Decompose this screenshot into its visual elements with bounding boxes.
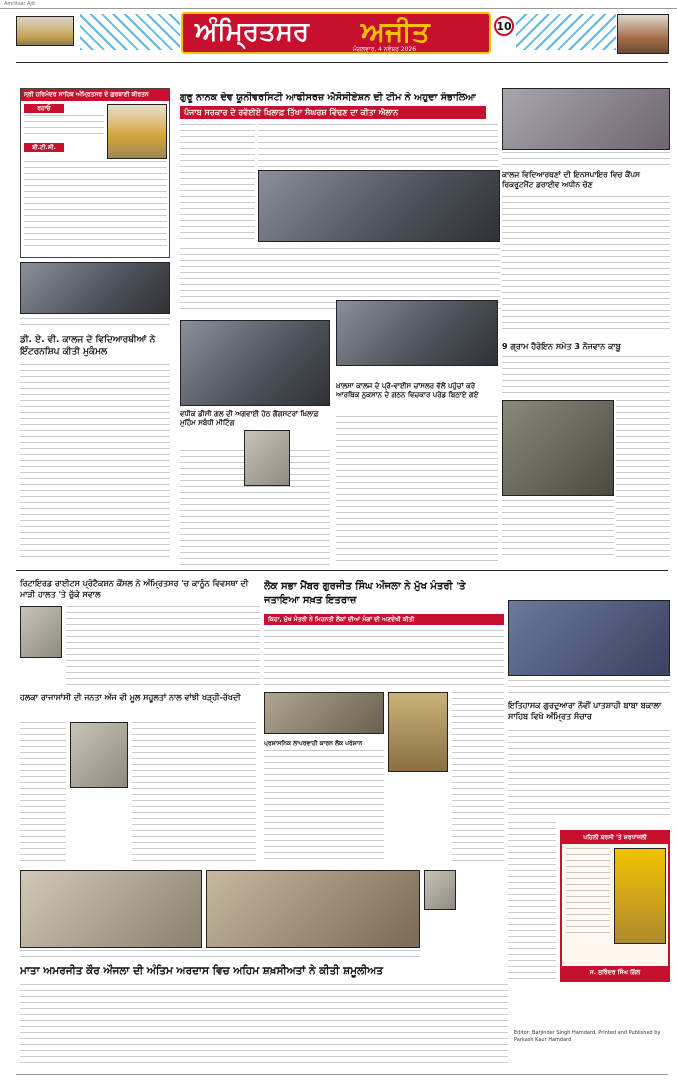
memorial-ad: [560, 830, 670, 982]
halka-subhead: [264, 740, 384, 748]
halka-headline: [20, 692, 256, 718]
masthead-band: [181, 12, 491, 54]
photo-police-arrest: [502, 400, 614, 496]
photo-dav-group: [20, 262, 170, 314]
ad-title: [562, 832, 668, 844]
halka-headline-text: ਹਲਕਾ ਰਾਜਾਸਾਂਸੀ ਦੀ ਜਨਤਾ ਅੱਜ ਵੀ ਮੂਲ ਸਹੂਲਤਾਂ ਨਾਲ ਵਾਂਝੀ ਖੜ੍ਹੀ-ਰੱਖਦੀ: [20, 693, 241, 702]
aujla-body: [264, 630, 504, 686]
retired-body: [66, 606, 260, 686]
ad-portrait: [614, 848, 666, 944]
photo-retired-portrait: [20, 606, 62, 658]
dav-headline-text: ਡੀ. ਏ. ਵੀ. ਕਾਲਜ ਦੇ ਵਿਦਿਆਰਥੀਆਂ ਨੇ ਇੰਟਰਨਸ਼ਿਪ ਕੀਤੀ ਮੁਕੰਮਲ: [20, 335, 156, 357]
page-number-badge: [494, 16, 514, 36]
dav-body: [20, 364, 170, 558]
masthead-pattern-right: [516, 14, 616, 50]
photo-prayer-left: [20, 870, 202, 948]
gndu-body-left: [180, 124, 255, 244]
darbar-title: [21, 89, 169, 101]
darbar-tag-1: [24, 104, 64, 113]
heroin-body-3: [502, 500, 614, 560]
ad-text: [566, 848, 610, 938]
golden-temple-photo: [16, 16, 74, 46]
photo-portrait-officer: [244, 430, 290, 486]
top-strip-text: Amritsar Ajit: [4, 1, 36, 7]
photo-khalsa-group: [336, 300, 498, 366]
masthead-pattern-left: [80, 14, 180, 50]
caption-prayer: [20, 950, 420, 960]
heroin-body-2: [616, 400, 670, 560]
baba-bakala-headline-text: ਇਤਿਹਾਸਕ ਗੁਰਦੁਆਰਾ ਨੌਵੀਂ ਪਾਤਸ਼ਾਹੀ ਬਾਬਾ ਬਕਾਲਾ ਸਾਹਿਬ ਵਿਖੇ ਅੰਮ੍ਰਿਤ ਸੰਚਾਰ: [508, 701, 662, 721]
dav-headline: [20, 334, 170, 360]
caption-dav: [20, 318, 170, 328]
aujla-subhead-text: ਕਿਹਾ, ਮੁੱਖ ਮੰਤਰੀ ਨੇ ਮਿਹਨਤੀ ਲੋਕਾਂ ਦੀਆਂ ਮੰਗਾਂ ਦੀ ਅਣਦੇਖੀ ਕੀਤੀ: [268, 616, 415, 623]
mata-headline: [20, 964, 508, 978]
aujla-side-body: [452, 692, 504, 864]
footer-imprint-text: Editor: Barjinder Singh Hamdard, Printed and Published by Parkash Kaur Hamdard: [514, 1030, 661, 1043]
caption-college: [502, 152, 670, 166]
bottom-rule: [16, 1074, 668, 1075]
masthead-left: ਅੰਮ੍ਰਿਤਸਰ: [195, 17, 310, 47]
heroin-headline-text: 9 ਗ੍ਰਾਮ ਹੈਰੋਇਨ ਸਮੇਤ 3 ਨੌਜਵਾਨ ਕਾਬੂ: [502, 342, 621, 351]
center-mid-body: [264, 750, 384, 864]
gndu-headline: [180, 92, 500, 103]
darbar-text-2: [24, 161, 167, 251]
college-body: [502, 196, 670, 332]
photo-halka-portrait: [70, 722, 128, 788]
photo-college-students: [502, 88, 670, 150]
page-number: 10: [496, 20, 512, 33]
darbar-tag-2-text: ਬੀ.ਟੀ.ਸੀ.: [32, 144, 56, 151]
darbar-box: [20, 88, 170, 258]
hat-headline-text: ਵਧੀਕ ਡੀਸੀ ਗਲ ਦੀ ਅਗਵਾਈ ਹੇਠ ਗੈਂਗਸਟਰਾਂ ਖ਼ਿਲਾਫ਼ ਮੁਹਿੰਮ ਸਬੰਧੀ ਮੀਟਿੰਗ: [180, 410, 319, 427]
baba-bakala-body: [508, 730, 670, 818]
darbar-tag-2: [24, 143, 64, 152]
college-headline: [502, 170, 670, 192]
ad-name-bar: [562, 966, 668, 980]
photo-gathering: [264, 692, 384, 734]
photo-small-portrait: [424, 870, 456, 910]
khalsa-headline: [336, 382, 498, 410]
khalsa-headline-text: ਖ਼ਾਲਸਾ ਕਾਲਜ ਦੇ ਪ੍ਰੋ-ਵਾਈਸ ਚਾਂਸਲਰ ਵੱਲੋਂ ਪਹੁੰਚਾਂ ਕਰੇ ਆਰਥਿਕ ਨੁਕਸਾਨ ਦੇ ਗਠਨ ਵਿਚਕਾਰ ਪਰੇਡ ਬਿਠਾਏ ਗਏ: [336, 382, 479, 399]
aujla-headline: [264, 580, 504, 610]
halka-body-1: [20, 722, 66, 864]
photo-meeting: [180, 320, 330, 406]
heroin-headline: [502, 342, 670, 352]
halka-subhead-text: ਪ੍ਰਸ਼ਾਸਨਿਕ ਲਾਪਰਵਾਹੀ ਕਾਰਨ ਲੋਕ ਪਰੇਸ਼ਾਨ: [264, 740, 363, 747]
photo-gndu-team: [258, 170, 500, 242]
photo-prayer-right: [206, 870, 420, 948]
gndu-subhead-text: ਪੰਜਾਬ ਸਰਕਾਰ ਦੇ ਰਵੱਈਏ ਖ਼ਿਲਾਫ਼ ਤਿੱਖਾ ਸੰਘਰਸ਼ ਵਿੱਢਣ ਦਾ ਕੀਤਾ ਐਲਾਨ: [184, 108, 399, 117]
darbar-text-1: [24, 115, 104, 139]
photo-protest-right: [508, 600, 670, 676]
darbar-title-text: ਸ੍ਰੀ ਹਰਿਮੰਦਰ ਸਾਹਿਬ ਅੰਮ੍ਰਿਤਸਰ ਦੇ ਗੁਰਬਾਣੀ ਕੀਰਤਨ: [24, 91, 149, 98]
halka-body-2: [132, 722, 256, 864]
baba-bakala-body-2: [508, 822, 556, 982]
mid-rule: [16, 570, 668, 571]
ad-title-text: ਪਹਿਲੀ ਬਰਸੀ 'ਤੇ ਸ਼ਰਧਾਂਜਲੀ: [583, 834, 647, 841]
ad-name: ਸ. ਸੁਰਿੰਦਰ ਸਿੰਘ ਗਿੱਲ: [589, 969, 641, 976]
top-strip: [0, 0, 677, 9]
caption-protest: [508, 680, 670, 694]
temple-photo-right: [617, 14, 669, 54]
khalsa-body: [336, 416, 498, 566]
mata-headline-text: ਮਾਤਾ ਅਮਰਜੀਤ ਕੌਰ ਔਜਲਾ ਦੀ ਅੰਤਿਮ ਅਰਦਾਸ ਵਿਚ ਅਹਿਮ ਸ਼ਖ਼ਸੀਅਤਾਂ ਨੇ ਕੀਤੀ ਸ਼ਮੂਲੀਅਤ: [20, 965, 383, 977]
golden-temple-small-photo: [107, 104, 167, 159]
photo-aujla-portrait: [388, 692, 448, 772]
masthead-rule: [16, 62, 668, 63]
mata-body: [20, 984, 508, 1068]
darbar-tag-1-text: ਰਹਾਓ: [37, 105, 51, 112]
aujla-headline-text: ਲੋਕ ਸਭਾ ਮੈਂਬਰ ਗੁਰਜੀਤ ਸਿੰਘ ਔਜਲਾ ਨੇ ਮੁੱਖ ਮੰਤਰੀ 'ਤੇ ਜਤਾਇਆ ਸਖ਼ਤ ਇਤਰਾਜ਼: [264, 581, 466, 606]
aujla-subhead: [264, 614, 504, 625]
gndu-headline-text: ਗੁਰੂ ਨਾਨਕ ਦੇਵ ਯੂਨੀਵਰਸਿਟੀ ਆਫੀਸਰਜ਼ ਐਸੋਸੀਏਸ਼ਨ ਦੀ ਟੀਮ ਨੇ ਅਹੁਦਾ ਸੰਭਾਲਿਆ: [180, 92, 476, 103]
gndu-subhead: [180, 106, 486, 119]
college-headline-text: ਕਾਲਜ ਵਿਦਿਆਰਥਣਾਂ ਦੀ ਇਨਸਪਾਇਰ ਵਿਚ ਕੈਂਪਸ ਰਿਕਰੂਟਮੈਂਟ ਡਰਾਈਵ ਅਧੀਨ ਚੋਣ: [502, 170, 641, 189]
masthead-right: ਅਜੀਤ: [361, 15, 430, 48]
footer-imprint: [514, 1030, 670, 1070]
retired-headline: [20, 578, 260, 602]
baba-bakala-headline: [508, 700, 670, 726]
heroin-body: [502, 356, 670, 396]
date-line: ਮੰਗਲਵਾਰ, 4 ਨਵੰਬਰ 2026: [353, 46, 417, 53]
gndu-body-right: [258, 124, 498, 168]
retired-headline-text: ਰਿਟਾਇਰਡ ਰਾਈਟਸ ਪ੍ਰੋਟੈਕਸ਼ਨ ਕੌਂਸਲ ਨੇ ਅੰਮ੍ਰਿਤਸਰ 'ਚ ਕਾਨੂੰਨ ਵਿਵਸਥਾ ਦੀ ਮਾੜੀ ਹਾਲਤ 'ਤੇ ਚੁੱਕੇ ਸਵਾਲ: [20, 579, 249, 599]
